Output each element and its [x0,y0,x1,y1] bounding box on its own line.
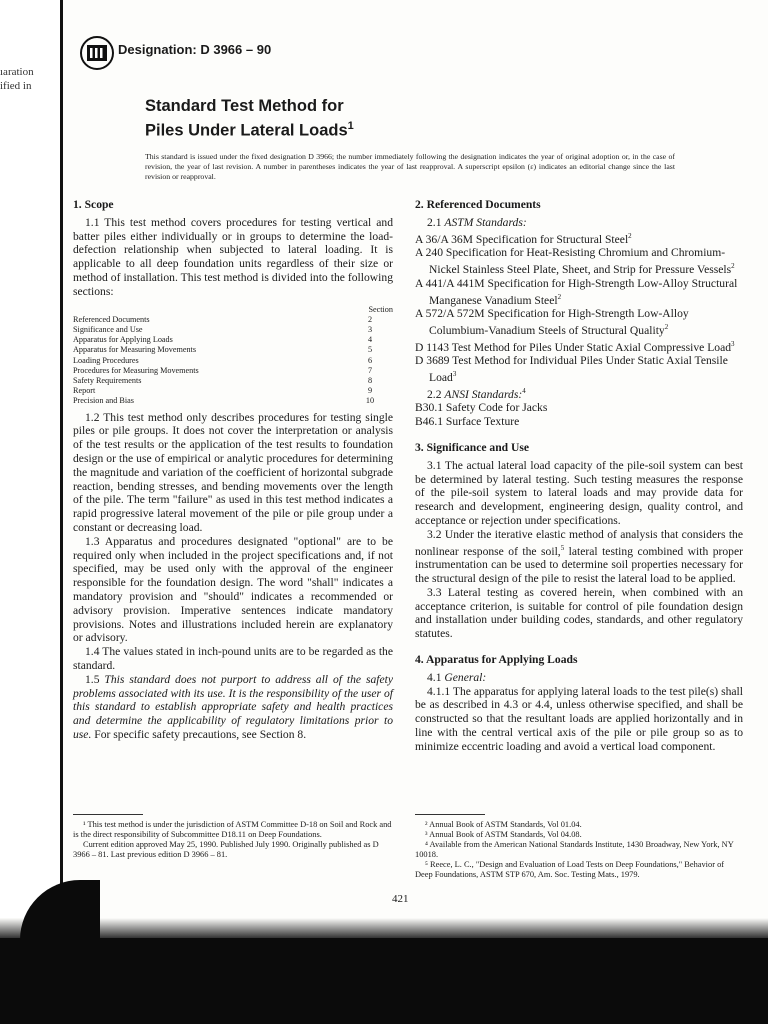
section-table-row [73,315,393,325]
paragraph-1-3: 1.3 Apparatus and procedures designated "optional" are to be required only when included in the project specifications and, if not specified, may be used only with the approval of the engineer responsible for the foundation design. The word "shall" indicates a mandatory provision and "should" indicates a recommended or advisory provision. Imperative sentences indicate mandatory provisions. Notes and illustrations included herein are explanatory or advisory. [73,534,393,645]
section-table-row [73,386,393,396]
section-number: 9 [367,386,373,396]
reference-item [415,338,743,355]
section-title: Loading Procedures [73,355,139,365]
paragraph-1-5 [73,673,393,742]
previous-page-fragment: ified in [0,80,32,92]
paragraph-1-2: 1.2 This test method only describes procedures for testing single piles or pile groups. It does not cover the interpretation or analysis of the test results or the application of the test results to foundation design or the use of empirical or analytic procedures for determining the magnitude and variation of the coefficient of horizontal subgrade reaction, bending stresses, and bending movements over the length of the pile. The term "failure" as used in this test method indicates a rapid progressive lateral movement of the pile or pile group under a constant or decreasing load. [73,410,393,534]
reference-item [415,230,743,247]
footnote-rule [73,814,143,815]
paragraph-number: 2.2 [427,387,445,401]
page-spine-margin [0,0,62,1024]
significance-heading: 3. Significance and Use [415,440,530,454]
footnote-ref: 3 [452,370,457,379]
footnote-1-edition: Current edition approved May 25, 1990. Published July 1990. Originally published as D 3966 – 81. Last previous edition D 3966 – 81. [73,840,379,859]
scan-bottom-edge [0,938,768,1024]
footnotes-right [415,820,743,880]
subheading: ASTM Standards: [444,215,527,229]
previous-page-fragment: ıaration [0,66,34,78]
section-number: 6 [367,355,373,365]
astm-reference-list [415,230,743,385]
ansi-item: B30.1 Safety Code for Jacks [415,401,548,415]
paragraph-1-4: 1.4 The values stated in inch-pound units are to be regarded as the standard. [73,645,393,672]
section-title: Procedures for Measuring Movements [73,365,199,375]
binding-edge [60,0,63,900]
reference-text: A 572/A 572M Specification for High-Strength Low-Alloy Columbium-Vanadium Steels of Structural Quality [415,307,689,337]
footnote-ref: 5 [560,543,565,552]
issuance-notice: This standard is issued under the fixed designation D 3966; the number immediately following the designation indicates the year of original adoption or, in the case of revision, the year of last revision. A number in parentheses indicates the year of last reapproval. A superscript epsilon (ε) indicates an editorial change since the last revision or reapproval. [145,152,675,181]
reference-text: D 3689 Test Method for Individual Piles Under Static Axial Tensile Load [415,354,728,384]
ansi-item: B46.1 Surface Texture [415,415,520,429]
section-title: Apparatus for Measuring Movements [73,345,197,355]
document-title [145,96,354,141]
paragraph-4-1-1: 4.1.1 The apparatus for applying lateral loads to the test pile(s) shall be as described in 4.3 or 4.4, unless otherwise specified, and shall be constructed so that the resultant loads are applied horizontally and in line with the central vertical axis of the pile or pile group so as to minimize eccentric loading and avoid a vertical load component. [415,684,743,753]
reference-text: A 240 Specification for Heat-Resisting Chromium and Chromium-Nickel Stainless Steel Plate, Sheet, and Strip for Pressure Vessels [415,246,732,276]
section-title: Referenced Documents [73,314,150,324]
right-column [415,198,743,754]
section-number: 5 [367,345,373,355]
paragraph-3-3: 3.3 Lateral testing as covered herein, when combined with an acceptance criterion, is suitable for control of pile foundation design and installation under building codes, standards, and other regulatory statutes. [415,585,743,641]
designation-label: Designation: D 3966 – 90 [118,42,272,57]
section-title: Apparatus for Applying Loads [73,335,173,345]
subheading: ANSI Standards: [444,387,523,401]
section-table-row [73,396,393,406]
footnote-ref: 2 [731,262,735,271]
section-title: Precision and Bias [73,396,134,406]
section-table-row [73,345,393,355]
footnote-4: ⁴ Available from the American National Standards Institute, 1430 Broadway, New York, NY 10018. [415,840,734,859]
footnote-ref: 2 [628,231,632,240]
page-number: 421 [392,893,409,905]
section-number: 7 [367,365,373,375]
section-table-row [73,376,393,386]
scope-heading: 1. Scope [73,198,114,211]
section-title: Safety Requirements [73,376,142,385]
section-table-row [73,366,393,376]
section-table-row [73,325,393,335]
reference-item [415,307,743,337]
footnote-ref: 2 [664,322,669,331]
section-title: Significance and Use [73,324,143,334]
section-number: 8 [367,376,373,385]
footnote-ref: 2 [557,292,562,301]
astm-logo-icon [80,36,114,70]
referenced-documents-heading: 2. Referenced Documents [415,198,541,211]
section-table-row [73,356,393,366]
section-number: 10 [365,396,375,406]
footnote-2: ² Annual Book of ASTM Standards, Vol 01.04. [425,820,582,829]
paragraph-text: lateral testing combined with proper instrumentation can be used to determine soil properties necessary for the structural design of the pile to resist the lateral load to be applied. [415,544,743,585]
reference-item [415,354,743,384]
footnote-3: ³ Annual Book of ASTM Standards, Vol 04.08. [425,830,582,839]
footnote-1: ¹ This test method is under the jurisdiction of ASTM Committee D-18 on Soil and Rock and is the direct responsibility of Subcommittee D18.11 on Deep Foundations. [73,820,392,839]
section-number: 2 [367,314,373,324]
title-footnote-ref: 1 [347,120,354,132]
paragraph-1-1: 1.1 This test method covers procedures for testing vertical and batter piles either individually or in groups to determine the load-defection relationship when subjected to lateral loading. It is applicable to all deep foundation units regardless of their size or method of installation. This test method is divided into the following sections: [73,215,393,298]
footnote-5: ⁵ Reece, L. C., "Design and Evaluation of Load Tests on Deep Foundations," Behavior of Deep Foundations, ASTM STP 670, Am. Soc. Testing Mats., 1979. [415,860,725,879]
footnote-rule [415,814,485,815]
section-table-row [73,335,393,345]
apparatus-heading: 4. Apparatus for Applying Loads [415,652,578,666]
safety-caveat: This standard does not purport to address all of the safety problems associated with its use. It is the responsibility of the user of this standard to establish appropriate safety and health practices and determine the applicability of regulatory limitations prior to use. [73,672,394,741]
reference-text: A 36/A 36M Specification for Structural Steel [415,232,629,246]
reference-text: D 1143 Test Method for Piles Under Static Axial Compressive Load [415,340,732,354]
reference-text: A 441/A 441M Specification for High-Strength Low-Alloy Structural Manganese Vanadium Steel [415,276,738,307]
title-line-1: Standard Test Method for [145,97,344,115]
footnote-ref: 3 [731,339,735,348]
paragraph-text: 3.2 Under the iterative elastic method of analysis that considers the nonlinear response of the soil, [415,527,743,558]
left-column [73,198,393,742]
paragraph-number: 2.1 [427,215,445,229]
section-table [73,305,393,407]
footnotes-left [73,820,393,860]
title-line-2: Piles Under Lateral Loads [145,121,348,140]
paragraph-3-2 [415,528,743,586]
subheading: General: [444,670,487,684]
paragraph-3-1: 3.1 The actual lateral load capacity of the pile-soil system can best be determined by lateral testing. Such testing measures the response of the pile-soil system to lateral loads and may provide data for research and development, engineering design, quality control, and acceptance or rejection under specifications. [415,458,743,527]
section-number: 4 [367,335,373,345]
section-table-header: Section [368,304,393,314]
paragraph-4-1 [415,671,743,685]
section-number: 3 [367,324,373,334]
reference-item [415,246,743,276]
section-title: Report [73,386,96,396]
ansi-standards-label [415,385,743,402]
paragraph-tail: For specific safety precautions, see Section 8. [91,727,307,741]
astm-standards-label [415,216,743,230]
footnote-ref: 4 [522,386,526,395]
reference-item [415,277,743,307]
paragraph-number: 4.1 [427,670,445,684]
paragraph-number: 1.5 [85,672,105,686]
